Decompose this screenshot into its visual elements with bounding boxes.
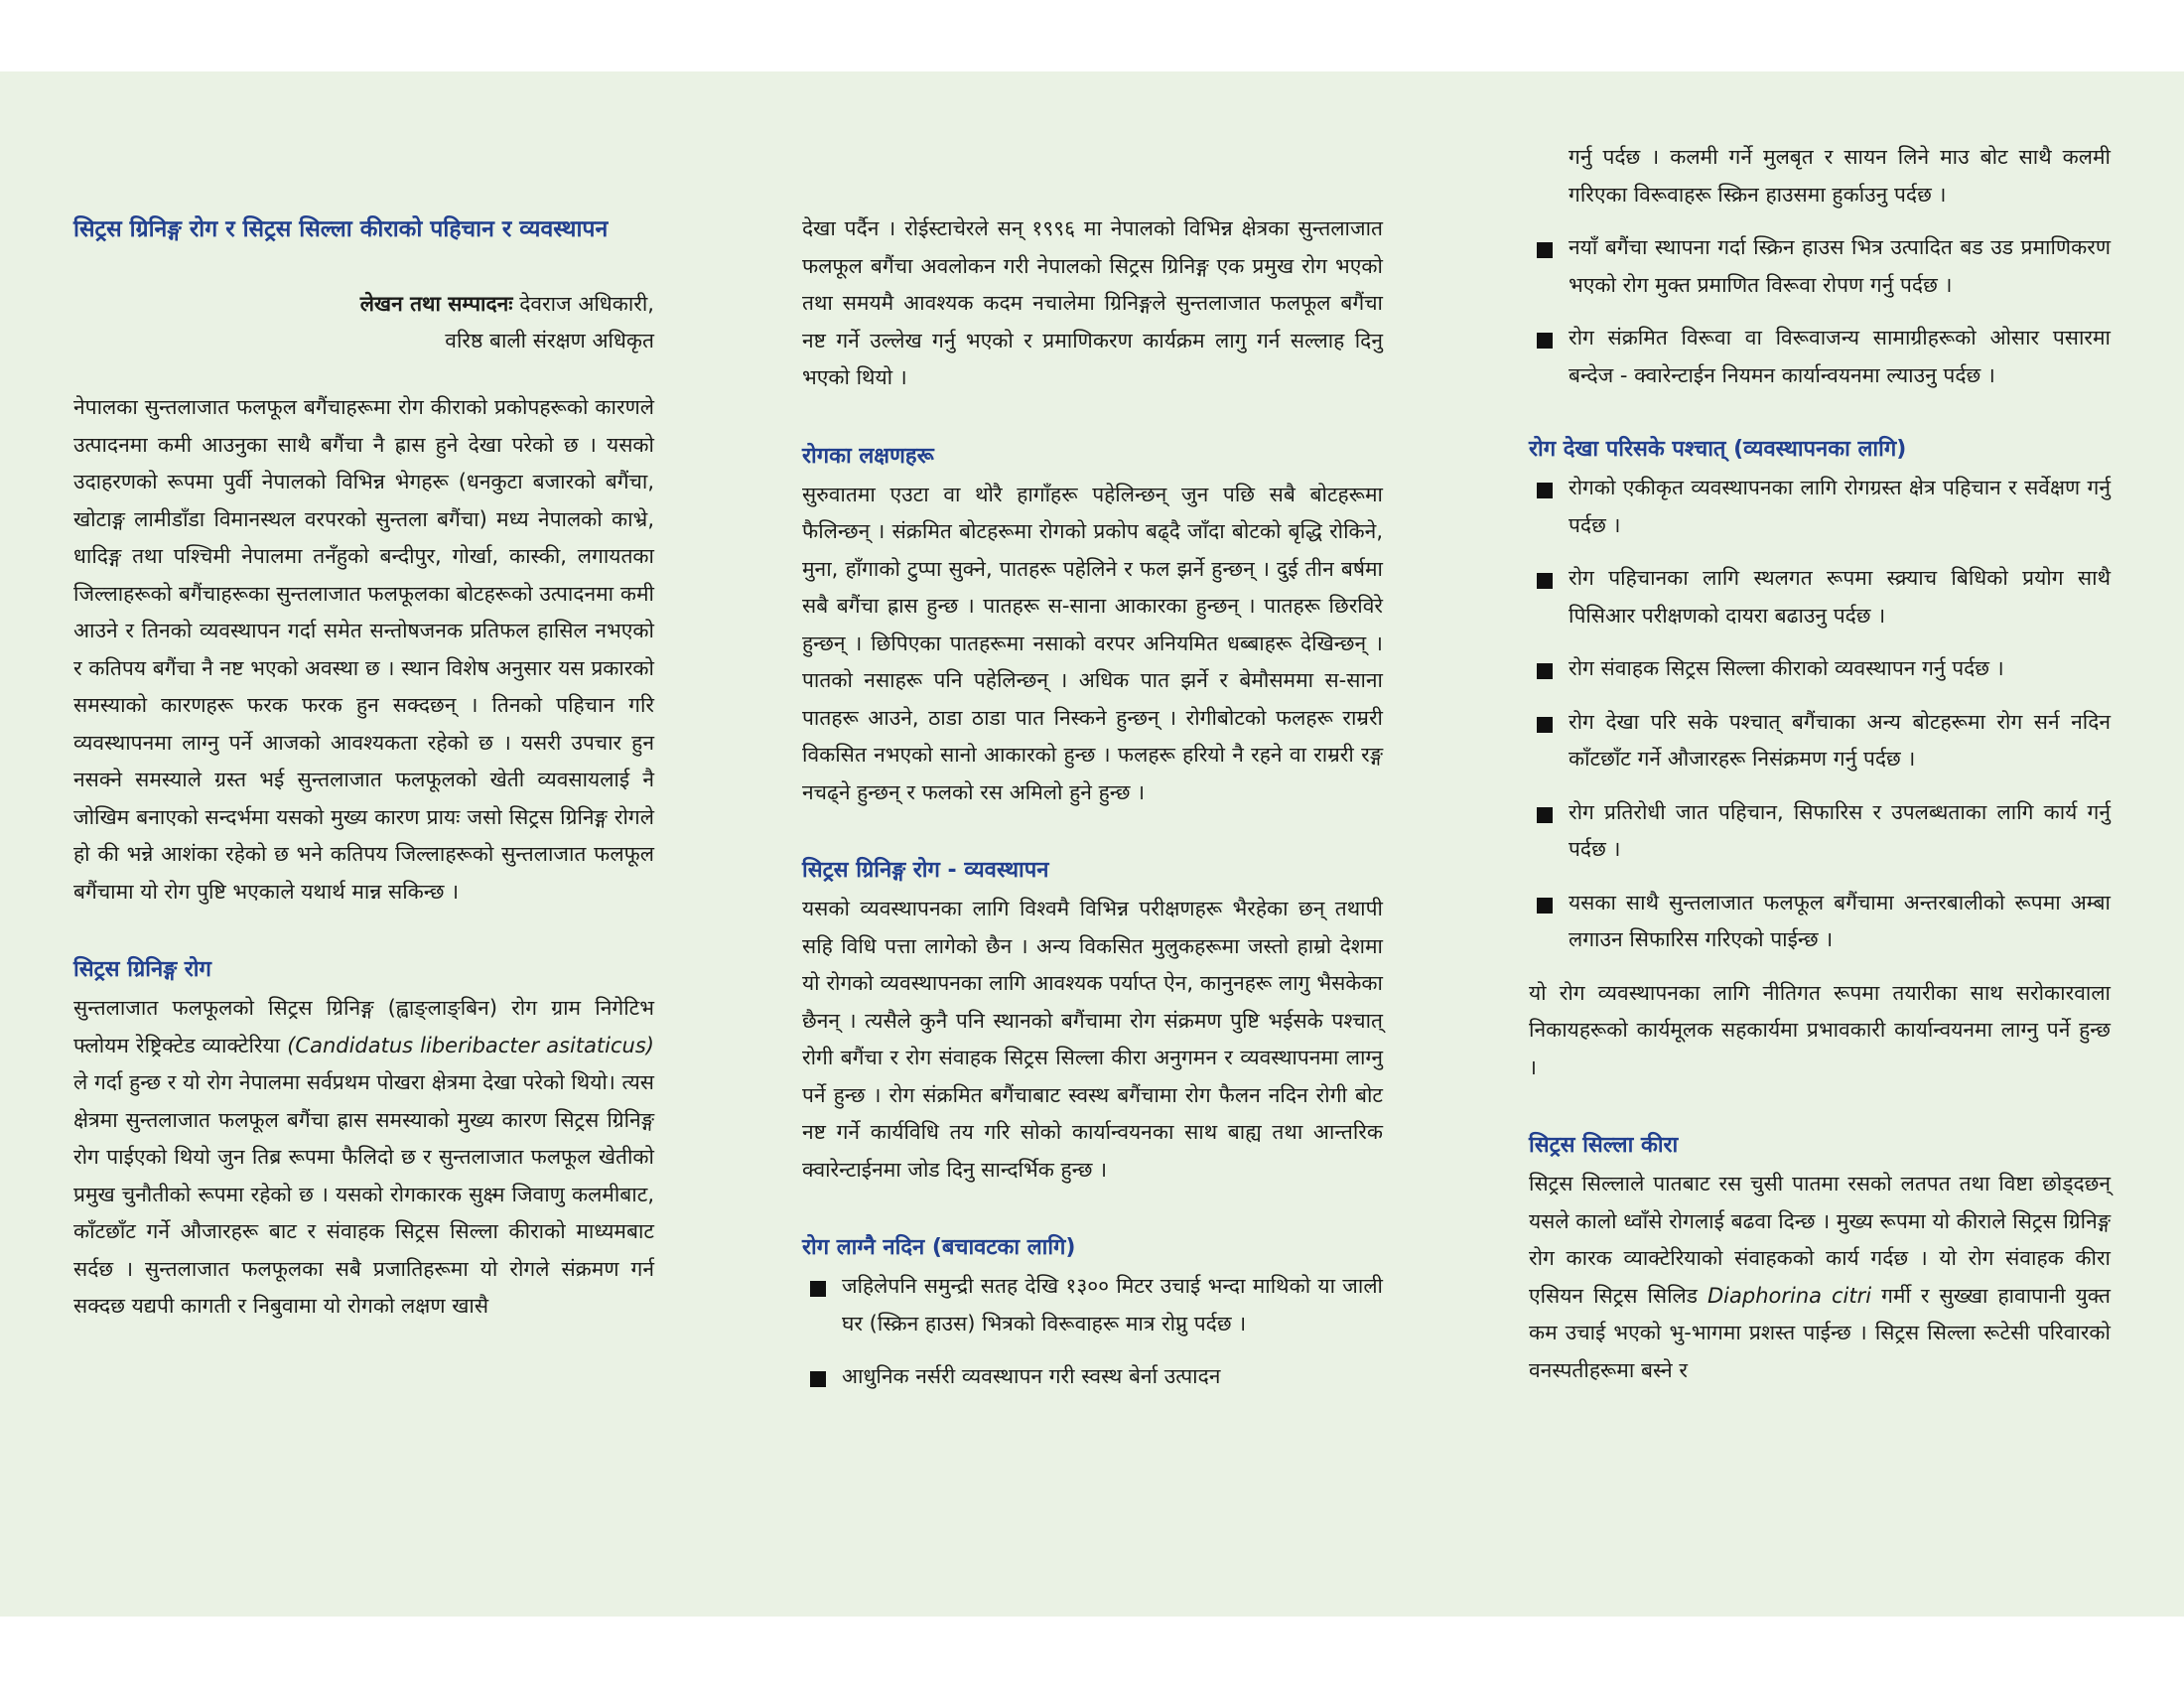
byline-name: देवराज अधिकारी,	[512, 292, 654, 316]
list-item-text: जहिलेपनि समुन्द्री सतह देखि १३०० मिटर उचाई भन्दा माथिको या जाली घर (स्क्रिन हाउस) भित्रको विरूवाहरू मात्र रोप्नु पर्दछ ।	[842, 1274, 1384, 1336]
square-bullet-icon	[1537, 483, 1553, 498]
square-bullet-icon	[1537, 333, 1553, 349]
list-item-text: रोग प्रतिरोधी जात पहिचान, सिफारिस र उपलब्धताका लागि कार्य गर्नु पर्दछ ।	[1569, 799, 2111, 861]
byline-role: वरिष्ठ बाली संरक्षण अधिकृत	[445, 329, 654, 352]
list-item-text: रोगको एकीकृत व्यवस्थापनका लागि रोगग्रस्त क्षेत्र पहिचान र सर्वेक्षण गर्नु पर्दछ ।	[1569, 476, 2111, 537]
after-detection-list	[1529, 470, 2111, 959]
page-title: सिट्रस ग्रिनिङ्ग रोग र सिट्रस सिल्ला कीराको पहिचान र व्यवस्थापन	[73, 216, 609, 242]
intro-paragraph: नेपालका सुन्तलाजात फलफूल बगैंचाहरूमा रोग कीराको प्रकोपहरूको कारणले उत्पादनमा कमी आउनुका साथै बगैंचा नै ह्रास हुने देखा परेको छ । यसको उदाहरणको रूपमा पुर्वी नेपालको विभिन्न भेगहरू (धनकुटा बजारको बगैंचा, खोटाङ्ग लामीडाँडा विमानस्थल वरपरको सुन्तला बगैंचा) मध्य नेपालको काभ्रे, धादिङ्ग तथा पश्चिमी नेपालमा तनँहुको बन्दीपुर, गोर्खा, कास्की, लगायतका जिल्लाहरूको बगैंचाहरूका सुन्तलाजात फलफूलका बोटहरूको उत्पादनमा कमी आउने र तिनको व्यवस्थापन गर्दा समेत सन्तोषजनक प्रतिफल हासिल नभएको र कतिपय बगैंचा नै नष्ट भएको अवस्था छ । स्थान विशेष अनुसार यस प्रकारको समस्याको कारणहरू फरक फरक हुन सक्दछन् । तिनको पहिचान गरि व्यवस्थापनमा लाग्नु पर्ने आजको आवश्यकता रहेको छ । यसरी उपचार हुन नसक्ने समस्याले ग्रस्त भई सुन्तलाजात फलफूलको खेती व्यवसायलाई नै जोखिम बनाएको सन्दर्भमा यसको मुख्य कारण प्रायः जसो सिट्रस ग्रिनिङ्ग रोगले हो की भन्ने आशंका रहेको छ भने कतिपय जिल्लाहरूको सुन्तलाजात फलफूल बगैंचामा यो रोग पुष्टि भएकाले यथार्थ मान्न सकिन्छ ।	[73, 395, 654, 904]
list-item	[1529, 650, 2111, 688]
list-item	[802, 1358, 1383, 1396]
list-item-text: रोग पहिचानका लागि स्थलगत रूपमा स्क्र्याच बिधिको प्रयोग साथै पिसिआर परीक्षणको दायरा बढाउनु पर्दछ ।	[1569, 566, 2111, 628]
byline-label: लेखन तथा सम्पादनः	[359, 292, 513, 316]
square-bullet-icon	[1537, 242, 1553, 258]
list-item	[1529, 229, 2111, 304]
text-run: सुन्तलाजात फलफूलको सिट्रस ग्रिनिङ्ग (ह्वाङ्लाङ्बिन) रोग ग्राम निगेटिभ फ्लोयम रेष्ट्रिक्टेड व्याक्टेरिया	[73, 996, 654, 1057]
square-bullet-icon	[810, 1371, 826, 1387]
list-item	[1529, 470, 2111, 544]
list-item-text: रोग संक्रमित विरूवा वा विरूवाजन्य सामाग्रीहरूको ओसार पसारमा बन्देज - क्वारेन्टाईन नियमन कार्यान्वयनमा ल्याउनु पर्दछ ।	[1569, 326, 2111, 387]
list-item	[802, 1268, 1383, 1342]
section-heading-citrus-greening: सिट्रस ग्रिनिङ्ग रोग	[73, 957, 211, 982]
column-1	[73, 139, 654, 1326]
text-run: सिट्रस सिल्लाले पातबाट रस चुसी पातमा रसको लतपत तथा विष्टा छोड्दछन् यसले कालो ध्वाँसे रोगलाई बढवा दिन्छ । मुख्य रूपमा यो कीराले सिट्रस ग्रिनिङ्ग रोग कारक व्याक्टेरियाको संवाहकको कार्य गर्दछ । यो रोग संवाहक कीरा एसियन सिट्रस सिलिड	[1529, 1172, 2112, 1308]
continued-paragraph: देखा पर्दैन । रोईस्टाचेरले सन् १९९६ मा नेपालको विभिन्न क्षेत्रका सुन्तलाजात फलफूल बगैंचा अवलोकन गरी नेपालको सिट्रस ग्रिनिङ्ग एक प्रमुख रोग भएको तथा समयमै आवश्यक कदम नचालेमा ग्रिनिङ्गले सुन्तलाजात फलफूल बगैंचा नष्ट गर्ने उल्लेख गर्नु भएको र प्रमाणिकरण कार्यक्रम लागु गर्न सल्लाह दिनु भएको थियो ।	[802, 216, 1383, 389]
symptoms-paragraph: सुरुवातमा एउटा वा थोरै हागाँहरू पहेलिन्छन् जुन पछि सबै बोटहरूमा फैलिन्छन् । संक्रमित बोटहरूमा रोगको प्रकोप बढ्दै जाँदा बोटको बृद्धि रोकिने, मुना, हाँगाको टुप्पा सुक्ने, पातहरू पहेलिने र फल झर्ने हुन्छन् । दुई तीन बर्षमा सबै बगैंचा ह्रास हुन्छ । पातहरू स-साना आकारका हुन्छन् । पातहरू छिरविरे हुन्छन् । छिपिएका पातहरूमा नसाको वरपर अनियमित धब्बाहरू देखिन्छन् । पातको नसाहरू पनि पहेलिन्छन् । अधिक पात झर्ने र बेमौसममा स-साना पातहरू आउने, ठाडा ठाडा पात निस्कने हुन्छन् । रोगीबोटको फलहरू राम्ररी विकसित नभएको सानो आकारको हुन्छ । फलहरू हरियो नै रहने वा राम्ररी रङ्ग नचढ्ने हुन्छन् र फलको रस अमिलो हुने हुन्छ ।	[802, 482, 1383, 804]
list-item	[1529, 320, 2111, 394]
section-heading-management: सिट्रस ग्रिनिङ्ग रोग - व्यवस्थापन	[802, 858, 1049, 883]
text-run: गर्मी र सुख्खा हावापानी युक्त कम उचाई भएको भु-भागमा प्रशस्त पाईन्छ । सिट्रस सिल्ला रूटेसी परिवारको वनस्पतीहरूमा बस्ने र	[1529, 1283, 2111, 1382]
list-item	[1529, 704, 2111, 778]
section-heading-citrus-psylla: सिट्रस सिल्ला कीरा	[1529, 1133, 1679, 1158]
square-bullet-icon	[1537, 573, 1553, 589]
column-2	[802, 139, 1383, 1412]
square-bullet-icon	[1537, 717, 1553, 733]
prevention-list-continued	[1529, 139, 2111, 394]
citrus-greening-paragraph	[73, 990, 654, 1326]
prevention-list	[802, 1268, 1383, 1396]
list-item-text: रोग देखा परि सके पश्चात् बगैंचाका अन्य बोटहरूमा रोग सर्न नदिन काँटछाँट गर्ने औजारहरू निसंक्रमण गर्नु पर्दछ ।	[1569, 709, 2111, 771]
byline	[73, 286, 654, 359]
list-item-text: रोग संवाहक सिट्रस सिल्ला कीराको व्यवस्थापन गर्नु पर्दछ ।	[1569, 656, 2004, 680]
list-item	[1529, 560, 2111, 634]
list-item	[1529, 794, 2111, 869]
square-bullet-icon	[1537, 807, 1553, 823]
scientific-name: Diaphorina citri	[1707, 1283, 1872, 1308]
section-heading-symptoms: रोगका लक्षणहरू	[802, 443, 934, 469]
page-panel	[0, 71, 2184, 1617]
square-bullet-icon	[1537, 663, 1553, 679]
list-item-text: यसका साथै सुन्तलाजात फलफूल बगैंचामा अन्तरबालीको रूपमा अम्बा लगाउन सिफारिस गरिएको पाईन्छ ।	[1569, 890, 2111, 951]
citrus-psylla-paragraph	[1529, 1166, 2111, 1389]
list-item-text: आधुनिक नर्सरी व्यवस्थापन गरी स्वस्थ बेर्ना उत्पादन	[842, 1364, 1221, 1388]
management-paragraph: यसको व्यवस्थापनका लागि विश्वमै विभिन्न परीक्षणहरू भैरहेका छन् तथापी सहि विधि पत्ता लागेको छैन । अन्य विकसित मुलुकहरूमा जस्तो हाम्रो देशमा यो रोगको व्यवस्थापनका लागि आवश्यक पर्याप्त ऐन, कानुनहरू लागु भैसकेका छैनन् । त्यसैले कुनै पनि स्थानको बगैंचामा रोग संक्रमण पुष्टि भईसके पश्चात् रोगी बगैंचा र रोग संवाहक सिट्रस सिल्ला कीरा अनुगमन र व्यवस्थापनमा लाग्नु पर्ने हुन्छ । रोग संक्रमित बगैंचाबाट स्वस्थ बगैंचामा रोग फैलन नदिन रोगी बोट नष्ट गर्ने कार्यविधि तय गरि सोको कार्यान्वयनका साथ बाह्य तथा आन्तरिक क्वारेन्टाईनमा जोड दिनु सान्दर्भिक हुन्छ ।	[802, 897, 1383, 1182]
square-bullet-icon	[810, 1281, 826, 1297]
text-run: ले गर्दा हुन्छ र यो रोग नेपालमा सर्वप्रथम पोखरा क्षेत्रमा देखा परेको थियो। त्यस क्षेत्रमा सुन्तलाजात फलफूल बगैंचा ह्रास समस्याको मुख्य कारण सिट्रस ग्रिनिङ्ग रोग पाईएको थियो जुन तिब्र रूपमा फैलिदो छ र सुन्तलाजात फलफूल खेतीको प्रमुख चुनौतीको रूपमा रहेको छ । यसको रोगकारक सुक्ष्म जिवाणु कलमीबाट, काँटछाँट गर्ने औजारहरू बाट र संवाहक सिट्रस सिल्ला कीराको माध्यमबाट सर्दछ । सुन्तलाजात फलफूलका सबै प्रजातिहरूमा यो रोगले संक्रमण गर्न सक्दछ यद्यपी कागती र निबुवामा यो रोगको लक्षण खासै	[73, 1070, 654, 1318]
policy-paragraph: यो रोग व्यवस्थापनका लागि नीतिगत रूपमा तयारीका साथ सरोकारवाला निकायहरूको कार्यमूलक सहकार्यमा प्रभावकारी कार्यान्वयनमा लाग्नु पर्ने हुन्छ ।	[1529, 980, 2111, 1079]
list-item	[1529, 139, 2111, 213]
list-item-text: नयाँ बगैंचा स्थापना गर्दा स्क्रिन हाउस भित्र उत्पादित बड उड प्रमाणिकरण भएको रोग मुक्त प्रमाणित विरूवा रोपण गर्नु पर्दछ ।	[1569, 235, 2111, 297]
square-bullet-icon	[1537, 898, 1553, 914]
section-heading-prevention: रोग लाग्नै नदिन (बचावटका लागि)	[802, 1235, 1076, 1260]
list-item	[1529, 885, 2111, 959]
scientific-name: (Candidatus liberibacter asitaticus)	[287, 1033, 654, 1057]
section-heading-after-detection: रोग देखा परिसके पश्चात् (व्यवस्थापनका लागि)	[1529, 437, 1907, 462]
column-3	[1529, 139, 2111, 1389]
list-item-text: गर्नु पर्दछ । कलमी गर्ने मुलबृत र सायन लिने माउ बोट साथै कलमी गरिएका विरूवाहरू स्क्रिन हाउसमा हुर्काउनु पर्दछ ।	[1569, 145, 2111, 207]
